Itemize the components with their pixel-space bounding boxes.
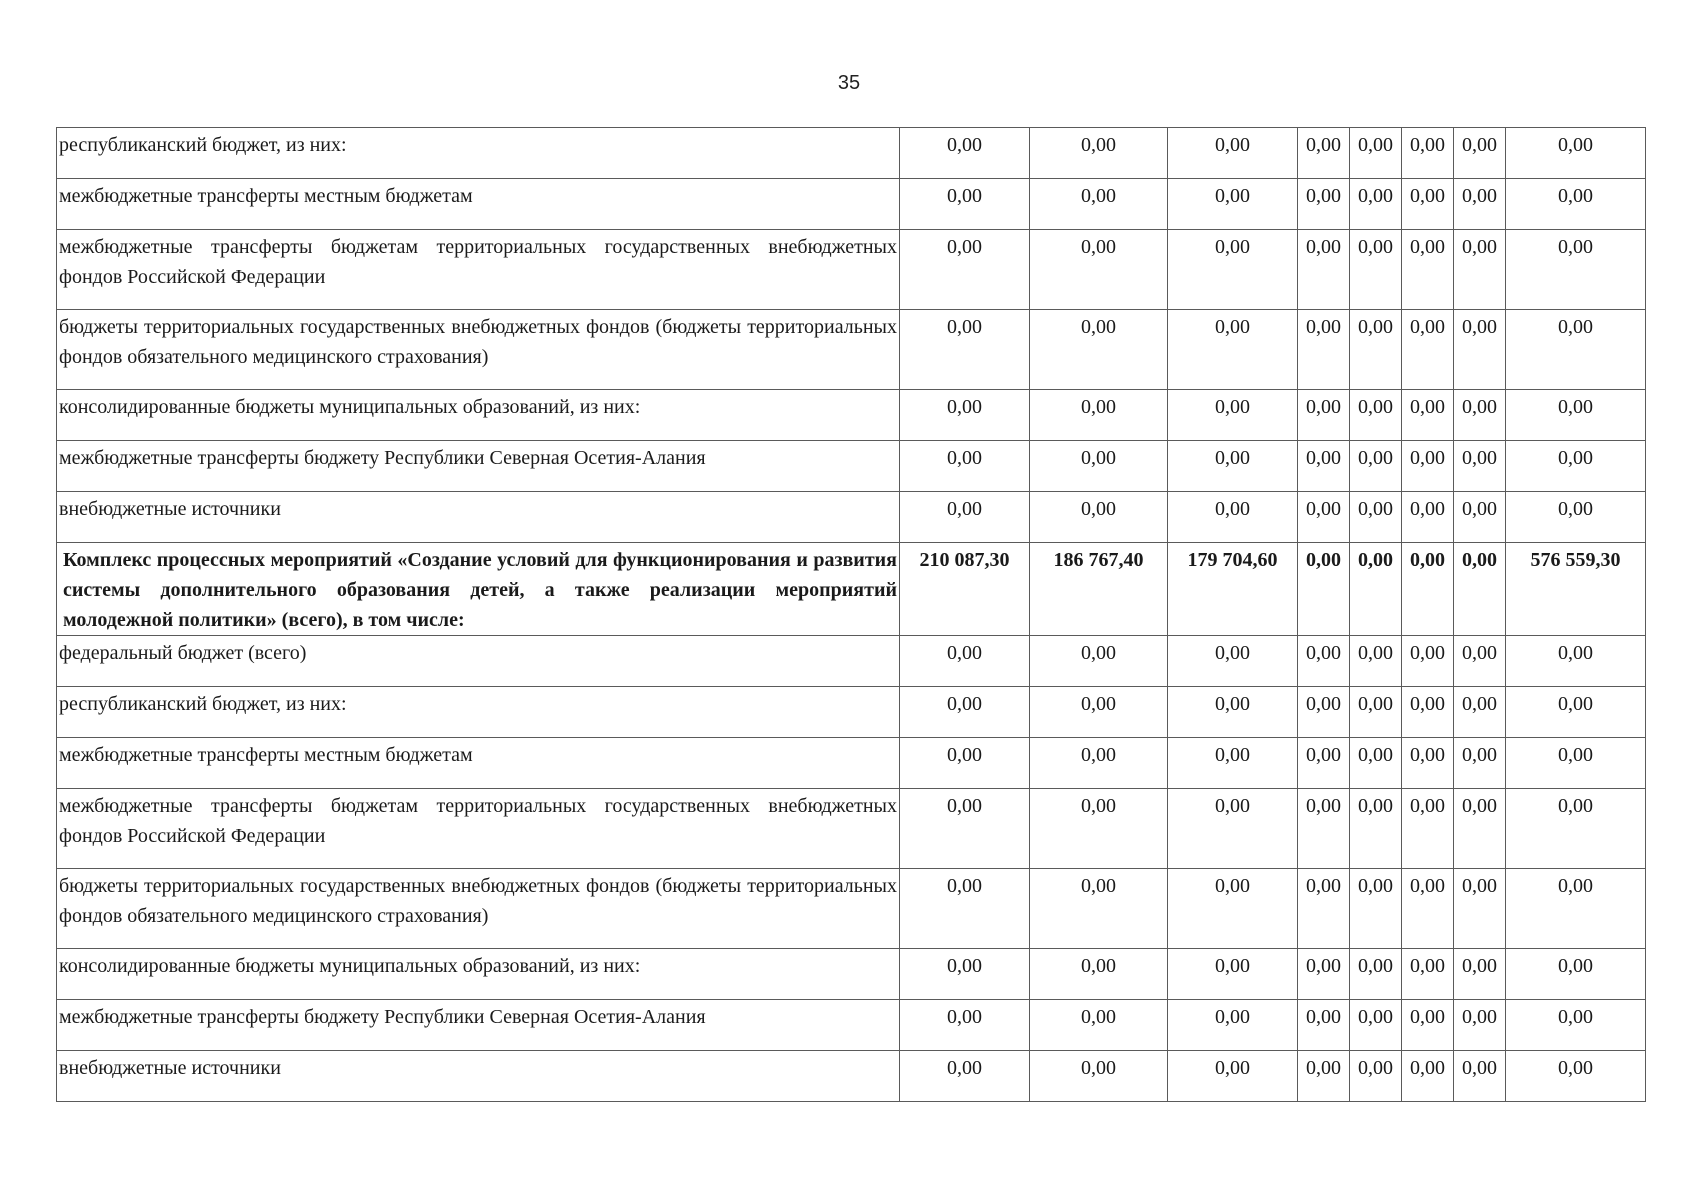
cell-value: 0,00 <box>900 1051 1030 1102</box>
cell-value: 0,00 <box>1402 128 1454 179</box>
cell-value: 0,00 <box>1168 390 1298 441</box>
cell-value: 0,00 <box>900 179 1030 230</box>
cell-value: 0,00 <box>1350 1051 1402 1102</box>
cell-total: 0,00 <box>1506 128 1646 179</box>
cell-total: 0,00 <box>1506 492 1646 543</box>
table-row <box>57 738 1646 789</box>
cell-value: 0,00 <box>1454 492 1506 543</box>
row-label: республиканский бюджет, из них: <box>57 128 900 179</box>
cell-value: 0,00 <box>900 441 1030 492</box>
row-label: межбюджетные трансферты бюджетам территориальных государственных внебюджетных фондов Российской Федерации <box>57 230 900 310</box>
cell-value: 0,00 <box>1168 789 1298 869</box>
cell-value: 0,00 <box>900 789 1030 869</box>
cell-value: 0,00 <box>900 310 1030 390</box>
table-row <box>57 310 1646 390</box>
cell-value: 0,00 <box>1298 543 1350 636</box>
cell-value: 0,00 <box>1402 441 1454 492</box>
cell-value: 0,00 <box>1454 1000 1506 1051</box>
row-label: консолидированные бюджеты муниципальных образований, из них: <box>57 390 900 441</box>
cell-value: 0,00 <box>1168 310 1298 390</box>
cell-total: 576 559,30 <box>1506 543 1646 636</box>
cell-value: 0,00 <box>1030 310 1168 390</box>
cell-value: 0,00 <box>1402 1051 1454 1102</box>
cell-value: 0,00 <box>1030 1000 1168 1051</box>
cell-value: 0,00 <box>1402 738 1454 789</box>
cell-value: 0,00 <box>1350 738 1402 789</box>
cell-total: 0,00 <box>1506 687 1646 738</box>
cell-total: 0,00 <box>1506 390 1646 441</box>
cell-value: 0,00 <box>1402 949 1454 1000</box>
cell-value: 0,00 <box>1168 636 1298 687</box>
cell-value: 0,00 <box>1298 179 1350 230</box>
table-row <box>57 128 1646 179</box>
cell-value: 0,00 <box>1030 492 1168 543</box>
cell-total: 0,00 <box>1506 738 1646 789</box>
cell-value: 0,00 <box>1454 949 1506 1000</box>
cell-value: 0,00 <box>1454 179 1506 230</box>
cell-total: 0,00 <box>1506 230 1646 310</box>
cell-total: 0,00 <box>1506 949 1646 1000</box>
cell-value: 0,00 <box>1168 949 1298 1000</box>
cell-value: 0,00 <box>900 1000 1030 1051</box>
cell-value: 0,00 <box>1402 636 1454 687</box>
cell-value: 0,00 <box>1298 441 1350 492</box>
cell-value: 0,00 <box>1298 869 1350 949</box>
cell-value: 0,00 <box>1168 869 1298 949</box>
cell-value: 0,00 <box>900 687 1030 738</box>
table-row <box>57 789 1646 869</box>
cell-total: 0,00 <box>1506 179 1646 230</box>
cell-value: 0,00 <box>1168 179 1298 230</box>
cell-value: 0,00 <box>900 738 1030 789</box>
cell-value: 0,00 <box>1402 310 1454 390</box>
cell-value: 0,00 <box>1350 687 1402 738</box>
cell-value: 0,00 <box>1030 230 1168 310</box>
cell-value: 0,00 <box>1030 636 1168 687</box>
cell-value: 0,00 <box>1454 390 1506 441</box>
cell-value: 0,00 <box>1350 179 1402 230</box>
cell-value: 0,00 <box>1350 230 1402 310</box>
cell-value: 0,00 <box>1168 492 1298 543</box>
cell-total: 0,00 <box>1506 441 1646 492</box>
cell-value: 0,00 <box>1350 636 1402 687</box>
cell-value: 179 704,60 <box>1168 543 1298 636</box>
cell-value: 0,00 <box>1350 128 1402 179</box>
table-row <box>57 390 1646 441</box>
cell-value: 0,00 <box>900 390 1030 441</box>
table-row <box>57 869 1646 949</box>
cell-value: 0,00 <box>1402 687 1454 738</box>
cell-value: 0,00 <box>1350 492 1402 543</box>
cell-value: 0,00 <box>1454 789 1506 869</box>
cell-total: 0,00 <box>1506 310 1646 390</box>
row-label: внебюджетные источники <box>57 1051 900 1102</box>
cell-value: 0,00 <box>1402 179 1454 230</box>
table-row <box>57 949 1646 1000</box>
cell-value: 0,00 <box>1030 441 1168 492</box>
cell-value: 186 767,40 <box>1030 543 1168 636</box>
cell-value: 0,00 <box>1454 230 1506 310</box>
cell-value: 0,00 <box>1402 543 1454 636</box>
cell-value: 0,00 <box>1402 390 1454 441</box>
cell-value: 0,00 <box>1298 128 1350 179</box>
cell-value: 0,00 <box>1298 1051 1350 1102</box>
cell-value: 0,00 <box>1030 390 1168 441</box>
cell-value: 0,00 <box>1350 789 1402 869</box>
cell-value: 0,00 <box>900 128 1030 179</box>
table-row <box>57 492 1646 543</box>
cell-value: 0,00 <box>900 949 1030 1000</box>
cell-value: 0,00 <box>1030 179 1168 230</box>
cell-value: 0,00 <box>1350 869 1402 949</box>
cell-total: 0,00 <box>1506 869 1646 949</box>
cell-value: 0,00 <box>1168 1051 1298 1102</box>
cell-value: 0,00 <box>1454 128 1506 179</box>
cell-value: 0,00 <box>1168 738 1298 789</box>
cell-value: 0,00 <box>1168 687 1298 738</box>
row-label: межбюджетные трансферты бюджетам территориальных государственных внебюджетных фондов Российской Федерации <box>57 789 900 869</box>
cell-value: 0,00 <box>1350 441 1402 492</box>
cell-value: 0,00 <box>1030 949 1168 1000</box>
cell-value: 0,00 <box>1030 128 1168 179</box>
table-row <box>57 636 1646 687</box>
cell-value: 0,00 <box>1030 1051 1168 1102</box>
cell-value: 0,00 <box>1402 492 1454 543</box>
cell-value: 0,00 <box>1298 492 1350 543</box>
table-row <box>57 1000 1646 1051</box>
cell-value: 0,00 <box>1454 869 1506 949</box>
cell-value: 0,00 <box>1298 636 1350 687</box>
cell-value: 0,00 <box>1454 687 1506 738</box>
cell-value: 210 087,30 <box>900 543 1030 636</box>
cell-value: 0,00 <box>1168 230 1298 310</box>
cell-value: 0,00 <box>1402 230 1454 310</box>
cell-value: 0,00 <box>1350 1000 1402 1051</box>
cell-value: 0,00 <box>1298 738 1350 789</box>
row-label: межбюджетные трансферты местным бюджетам <box>57 738 900 789</box>
cell-value: 0,00 <box>1402 789 1454 869</box>
cell-value: 0,00 <box>1402 869 1454 949</box>
cell-value: 0,00 <box>1350 310 1402 390</box>
row-label: бюджеты территориальных государственных внебюджетных фондов (бюджеты территориальных фондов обязательного медицинского страхования) <box>57 869 900 949</box>
budget-table <box>56 127 1646 1102</box>
cell-value: 0,00 <box>1454 310 1506 390</box>
cell-value: 0,00 <box>1350 949 1402 1000</box>
cell-total: 0,00 <box>1506 636 1646 687</box>
row-label: федеральный бюджет (всего) <box>57 636 900 687</box>
cell-value: 0,00 <box>1030 789 1168 869</box>
cell-value: 0,00 <box>1454 1051 1506 1102</box>
cell-total: 0,00 <box>1506 789 1646 869</box>
page-number: 35 <box>837 72 861 94</box>
row-label: межбюджетные трансферты местным бюджетам <box>57 179 900 230</box>
cell-value: 0,00 <box>1168 128 1298 179</box>
cell-value: 0,00 <box>1402 1000 1454 1051</box>
cell-value: 0,00 <box>1298 390 1350 441</box>
cell-value: 0,00 <box>1168 1000 1298 1051</box>
cell-value: 0,00 <box>1350 390 1402 441</box>
cell-value: 0,00 <box>1298 230 1350 310</box>
row-label: межбюджетные трансферты бюджету Республики Северная Осетия-Алания <box>57 1000 900 1051</box>
cell-value: 0,00 <box>1030 869 1168 949</box>
row-label: консолидированные бюджеты муниципальных образований, из них: <box>57 949 900 1000</box>
row-label: внебюджетные источники <box>57 492 900 543</box>
row-label: бюджеты территориальных государственных внебюджетных фондов (бюджеты территориальных фондов обязательного медицинского страхования) <box>57 310 900 390</box>
row-label: республиканский бюджет, из них: <box>57 687 900 738</box>
cell-value: 0,00 <box>1454 441 1506 492</box>
cell-value: 0,00 <box>1298 789 1350 869</box>
cell-value: 0,00 <box>1030 687 1168 738</box>
cell-total: 0,00 <box>1506 1051 1646 1102</box>
section-title: Комплекс процессных мероприятий «Создание условий для функционирования и развития системы дополнительного образования детей, а также реализации мероприятий молодежной политики» (всего), в том числе: <box>57 543 900 636</box>
cell-value: 0,00 <box>900 869 1030 949</box>
table-row <box>57 687 1646 738</box>
table-row <box>57 179 1646 230</box>
cell-value: 0,00 <box>1298 310 1350 390</box>
cell-value: 0,00 <box>1454 543 1506 636</box>
cell-value: 0,00 <box>1298 1000 1350 1051</box>
table-row-section-total <box>57 543 1646 636</box>
row-label: межбюджетные трансферты бюджету Республики Северная Осетия-Алания <box>57 441 900 492</box>
table-row <box>57 230 1646 310</box>
cell-value: 0,00 <box>1454 636 1506 687</box>
cell-value: 0,00 <box>900 492 1030 543</box>
table-row <box>57 1051 1646 1102</box>
cell-value: 0,00 <box>1298 949 1350 1000</box>
cell-value: 0,00 <box>1454 738 1506 789</box>
cell-value: 0,00 <box>1030 738 1168 789</box>
cell-total: 0,00 <box>1506 1000 1646 1051</box>
cell-value: 0,00 <box>1298 687 1350 738</box>
cell-value: 0,00 <box>900 230 1030 310</box>
cell-value: 0,00 <box>900 636 1030 687</box>
cell-value: 0,00 <box>1168 441 1298 492</box>
table-row <box>57 441 1646 492</box>
cell-value: 0,00 <box>1350 543 1402 636</box>
